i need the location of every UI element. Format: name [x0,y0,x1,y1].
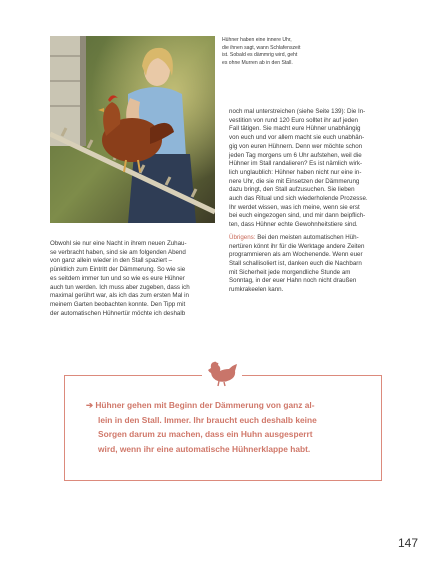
text-line: es seitdem immer tun und so wie es eure Hühner [50,274,185,282]
text-line: Hühner im Stall randalieren? Es ist nämlich wirk- [229,160,363,168]
text-line [229,234,397,243]
tip-text [86,398,376,456]
text-line: programmieren als am Wochenende. Wenn euer [229,251,363,259]
caption-line: die ihnen sagt, wann Schlafenszeit [222,44,301,51]
tip-line: wird, wenn ihr eine automatische Hühnerklappe habt. [98,443,311,454]
caption-line: ist. Sobald es dämmrig wird, geht [222,52,298,58]
page-number: 147 [398,536,419,550]
uebrigens-label: Übrigens: [229,233,256,241]
text-line: maximal gerührt war, als ich das zum ersten Mal in [50,292,189,300]
text-line: ten, dass Hühner echte Gewohnheitstiere sind. [229,221,358,229]
photo-woman-with-hen [50,36,215,223]
text-line: nere Uhr, die sie mit Einsetzen der Dämmerung [229,177,360,185]
text-line: pünktlich zum Eintritt der Dämmerung. So wie sie [50,266,186,274]
tip-line: lein in den Stall. Immer. Ihr braucht euch deshalb keine [98,414,317,425]
text-line: von ganz allein wieder in den Stall spaziert – [50,257,173,265]
text-line: gig von euren Hühnern. Denn wer möchte schon [229,142,363,150]
text-line: Stall schallisoliert ist, danken euch die Nachbarn [229,259,362,267]
arrow-icon: ➔ [86,400,94,410]
text-line: jeden Tag morgens um 6 Uhr aufstehen, weil die [229,151,362,159]
text-line: der automatischen Hühnertür möchte ich deshalb [50,309,186,317]
caption-line: es ohne Murren ab in den Stall. [222,59,293,66]
body-text-left-column [50,240,216,318]
body-text-right-column [229,108,397,295]
caption-line: Hühner haben eine innere Uhr, [222,37,292,43]
text-line: vestition von rund 120 Euro solltet ihr auf jeden [229,116,358,124]
hen-icon [202,360,242,388]
text-fragment: Bei den meisten automatischen Hüh- [255,233,359,241]
text-line: lich unglaublich: Hühner haben nicht nur eine in- [229,168,362,176]
text-line: von euch und vor allem macht sie euch unabhän- [229,134,365,142]
text-line: noch mal unterstreichen (siehe Seite 139): Die In- [229,108,366,115]
text-line: auch das Ritual und sich wiederholende Prozesse. [229,195,368,203]
text-line: Ihr werdet wissen, was ich meine, wenn sie erst [229,203,360,211]
tip-line: Sorgen darum zu machen, dass ein Huhn ausgesperrt [98,429,313,440]
text-line: se verbracht haben, sind sie am folgenden Abend [50,248,186,256]
text-line: mit Sicherheit jede morgendliche Stunde am [229,268,351,276]
text-line: dazu bringt, den Stall aufzusuchen. Sie lieben [229,186,355,194]
text-line: bei euch eingezogen sind, und mir dann beipflich- [229,212,366,220]
text-line: Fall tätigen. Sie macht eure Hühner unabhängig [229,125,361,133]
text-line: Sonntag, in der euer Hahn noch nicht draußen [229,277,357,285]
tip-line [86,398,376,413]
text-line: nertüren könnt ihr für die Werktage andere Zeiten [229,242,365,250]
text-line: auch tun werden. Ich muss aber zugeben, dass ich [50,283,190,291]
text-line: rumkrakeelen kann. [229,286,284,294]
tip-line-text: Hühner gehen mit Beginn der Dämmerung von ganz al- [95,400,315,410]
photo-caption [222,37,322,67]
text-line: Obwohl sie nur eine Nacht in ihrem neuen Zuhau- [50,240,187,247]
text-line: meinem Garten beobachten konnte. Den Tipp mit [50,300,186,308]
